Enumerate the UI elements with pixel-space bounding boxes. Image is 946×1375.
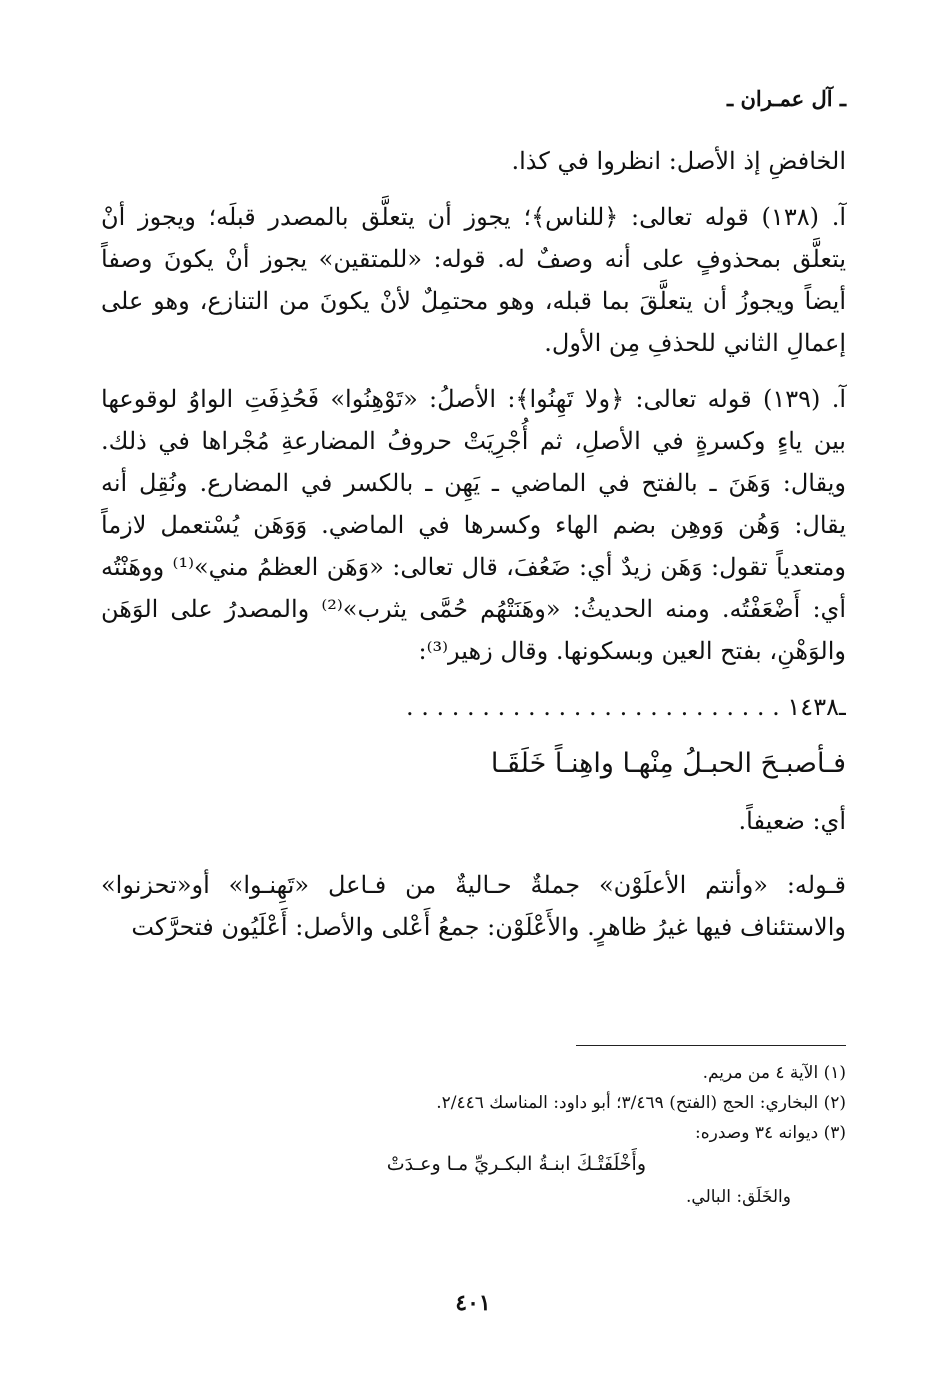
main-text bbox=[101, 140, 846, 962]
gloss-line: أي: ضعيفاً. bbox=[738, 807, 846, 835]
footnote: (٣) ديوانه ٣٤ وصدره: bbox=[695, 1123, 846, 1143]
paragraph: آ. (١٣٩) قوله تعالى: ﴿ولا تَهِنُوا﴾: الأصلُ: «تَوْهِنُوا» فَحُذِفَتِ الواوُ لوقوعها بين ياءٍ وكسرةٍ في الأصلِ، ثم أُجْرِيَتْ حروفُ المضارعةِ مُجْراها في ذلك. ويقال: وَهَنَ ـ بالفتح في الماضي ـ يَهِن ـ بالكسر في المضارع. ونُقِل أنه يقال: وَهُن وَوهِن بضم الهاء وكسرها في الماضي. وَوَهَن يُسْتعمل لازماً ومتعدياً تقول: وَهَن زيدٌ أي: ضَعُفَ، قال تعالى: «وَهَن العظمُ مني»⁽¹⁾ ووهَنْتُه أي: أَضْعَفْتُه. ومنه الحديثُ: «وهَنَتْهُم حُمَّى يثرب»⁽²⁾ والمصدرُ على الوَهَن والوَهْنِ، بفتح العين وبسكونها. وقال زهير⁽³⁾: bbox=[101, 385, 846, 665]
paragraph: قـوله: «وأنتم الأعلَوْن» جملةٌ حـاليةٌ من فـاعل «تَهِنـوا» أو«تحزنوا» والاستئناف فيها غيرُ ظاهرٍ. والأَعْلَوْن: جمعُ أَعْلى والأصل: أَعْلَيُون فتحرَّكت bbox=[101, 871, 846, 941]
paragraph: آ. (١٣٨) قوله تعالى: ﴿للناس﴾؛ يجوز أن يتعلَّق بالمصدر قبلَه؛ ويجوز أنْ يتعلَّق بمحذوفٍ على أنه وصفٌ له. قوله: «للمتقين» يجوز أنْ يكونَ وصفاً أيضاً ويجوزُ أن يتعلَّقَ بما قبله، وهو محتمِلٌ لأنْ يكونَ من التنازع، وهو على إعمالِ الثاني للحذفِ مِن الأول. bbox=[101, 203, 846, 357]
footnote-separator bbox=[576, 1045, 846, 1046]
footnote-gloss: والخَلَق: البالي. bbox=[686, 1187, 791, 1207]
footnote-verse: وأَخْلَفَتْـكَ ابنـةُ البكـريِّ مـا وعـدَتْ bbox=[386, 1153, 646, 1175]
footnote: (١) الآية ٤ من مريم. bbox=[702, 1063, 846, 1083]
page-number: ٤٠١ bbox=[455, 1290, 491, 1316]
running-header: ـ آل عمـران ـ bbox=[727, 86, 846, 111]
footnotes bbox=[101, 1058, 846, 1214]
verse-reference: ـ١٤٣٨ . . . . . . . . . . . . . . . . . . . . . . . . . bbox=[405, 693, 846, 721]
poetry-verse: فـأصبـحَ الحبـلُ مِنْهـا واهِنـاً خَلَقَـا bbox=[490, 748, 846, 779]
paragraph: الخافضِ إذ الأصل: انظروا في كذا. bbox=[511, 147, 846, 175]
footnote: (٢) البخاري: الحج (الفتح) ٣/٤٦٩؛ أبو داود: المناسك ٢/٤٤٦. bbox=[436, 1093, 846, 1113]
